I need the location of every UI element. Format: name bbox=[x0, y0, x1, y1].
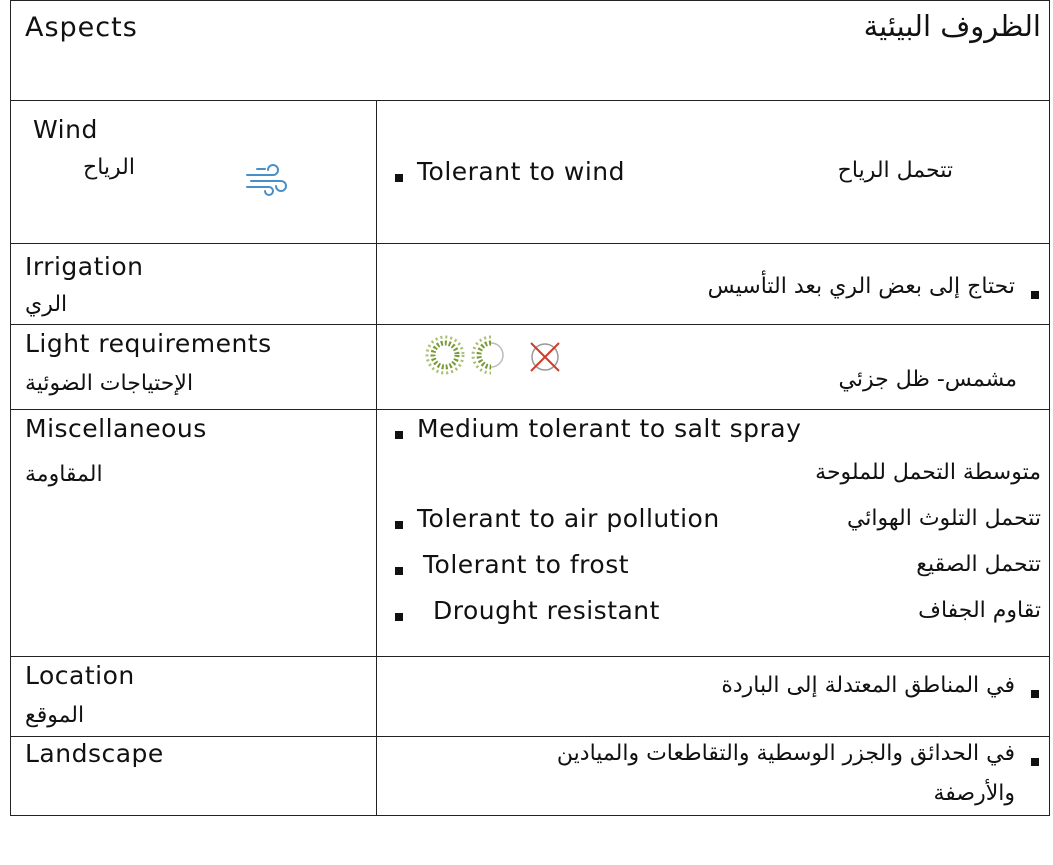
bullet-icon bbox=[395, 167, 403, 186]
full-sun-icon bbox=[423, 333, 467, 381]
wind-item-en: Tolerant to wind bbox=[417, 157, 625, 186]
misc-item-en: Tolerant to frost bbox=[423, 550, 630, 579]
condition-cell-wind bbox=[377, 101, 1050, 244]
aspect-cell-location bbox=[11, 657, 377, 737]
aspect-cell-landscape bbox=[11, 737, 377, 816]
location-label-ar: الموقع bbox=[25, 703, 85, 728]
condition-cell-misc bbox=[377, 410, 1050, 657]
light-label-en: Light requirements bbox=[25, 329, 272, 358]
landscape-label-en: Landscape bbox=[25, 739, 164, 768]
light-label-ar: الإحتياجات الضوئية bbox=[25, 371, 194, 396]
irrigation-item-ar: تحتاج إلى بعض الري بعد التأسيس bbox=[707, 274, 1015, 299]
misc-item-ar: تقاوم الجفاف bbox=[918, 598, 1041, 623]
environment-conditions-heading: الظروف البيئية bbox=[863, 9, 1041, 43]
misc-item-ar: متوسطة التحمل للملوحة bbox=[815, 460, 1041, 485]
bullet-icon bbox=[395, 606, 403, 625]
header-cell bbox=[11, 1, 1050, 101]
table-row bbox=[11, 101, 1050, 244]
irrigation-label-en: Irrigation bbox=[25, 252, 144, 281]
location-label-en: Location bbox=[25, 661, 135, 690]
bullet-icon bbox=[1031, 284, 1039, 303]
aspects-heading: Aspects bbox=[25, 12, 138, 43]
partial-shade-icon bbox=[469, 333, 513, 381]
misc-label-ar: المقاومة bbox=[25, 462, 103, 487]
table-header-row bbox=[11, 1, 1050, 101]
misc-item-ar: تتحمل الصقيع bbox=[916, 552, 1041, 577]
bullet-icon bbox=[395, 424, 403, 443]
table-row bbox=[11, 325, 1050, 410]
light-value-ar: مشمس- ظل جزئي bbox=[838, 367, 1017, 392]
no-shade-icon bbox=[525, 337, 565, 381]
table-row bbox=[11, 737, 1050, 816]
condition-cell-light bbox=[377, 325, 1050, 410]
wind-label-en: Wind bbox=[33, 115, 98, 144]
misc-item-en: Tolerant to air pollution bbox=[417, 504, 720, 533]
wind-item-ar: تتحمل الرياح bbox=[837, 158, 953, 183]
bullet-icon bbox=[1031, 683, 1039, 702]
table-row bbox=[11, 657, 1050, 737]
misc-item-en: Drought resistant bbox=[433, 596, 660, 625]
bullet-icon bbox=[395, 514, 403, 533]
misc-item-ar: تتحمل التلوث الهوائي bbox=[846, 506, 1041, 531]
aspect-cell-light bbox=[11, 325, 377, 410]
wind-label-ar: الرياح bbox=[83, 155, 135, 180]
misc-label-en: Miscellaneous bbox=[25, 414, 207, 443]
bullet-icon bbox=[1031, 751, 1039, 770]
aspect-cell-misc bbox=[11, 410, 377, 657]
location-item-ar: في المناطق المعتدلة إلى الباردة bbox=[721, 673, 1015, 698]
irrigation-label-ar: الري bbox=[25, 292, 68, 317]
landscape-item-ar-line2: والأرصفة bbox=[933, 781, 1015, 806]
table-row bbox=[11, 244, 1050, 325]
condition-cell-landscape bbox=[377, 737, 1050, 816]
table-row bbox=[11, 410, 1050, 657]
bullet-icon bbox=[395, 560, 403, 579]
condition-cell-irrigation bbox=[377, 244, 1050, 325]
condition-cell-location bbox=[377, 657, 1050, 737]
aspect-cell-wind bbox=[11, 101, 377, 244]
aspect-cell-irrigation bbox=[11, 244, 377, 325]
wind-icon bbox=[243, 163, 293, 203]
environment-conditions-table bbox=[10, 0, 1050, 816]
landscape-item-ar-line1: في الحدائق والجزر الوسطية والتقاطعات والميادين bbox=[556, 741, 1015, 766]
misc-item-en: Medium tolerant to salt spray bbox=[417, 414, 802, 443]
